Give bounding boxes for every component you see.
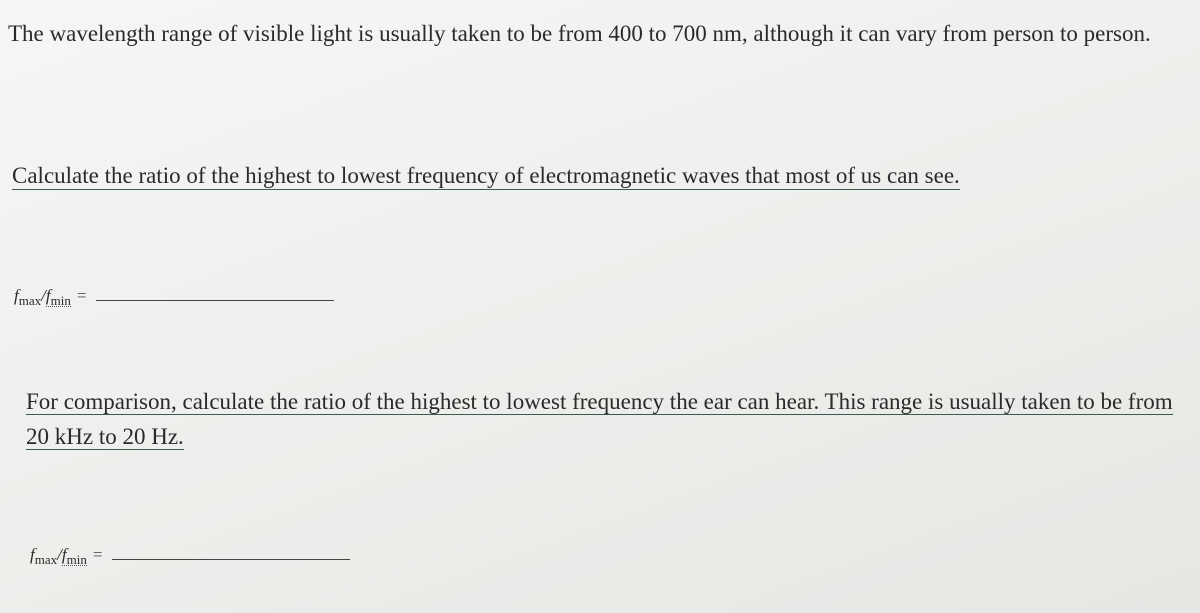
- intro-text: The wavelength range of visible light is usually taken to be from 400 to 700 nm, although it can vary from person to person.: [8, 21, 1151, 46]
- question-1-text: [12, 158, 1198, 193]
- equals-sign: =: [92, 545, 103, 564]
- question-1-label: Calculate the ratio of the highest to lowest frequency of electromagnetic waves that most of us can see.: [12, 163, 960, 188]
- f-min-symbol: $f_{min}$: [45, 286, 71, 308]
- question-2-text: [26, 384, 1186, 454]
- answer-2-row: [30, 545, 350, 566]
- answer-2-field[interactable]: [112, 559, 350, 560]
- answer-1-row: [14, 286, 334, 307]
- answer-1-field[interactable]: [96, 300, 334, 301]
- question-2-label: For comparison, calculate the ratio of the highest to lowest frequency the ear can hear. This range is usually taken to be from 20 kHz to 20 Hz.: [26, 389, 1173, 449]
- fraction-slash: /: [41, 286, 46, 305]
- f-min-symbol: $f_{min}$: [61, 545, 87, 567]
- fraction-slash: /: [57, 545, 62, 564]
- f-max-symbol: $f_{max}$: [30, 545, 58, 567]
- f-max-symbol: $f_{max}$: [14, 286, 42, 308]
- equals-sign: =: [76, 286, 87, 305]
